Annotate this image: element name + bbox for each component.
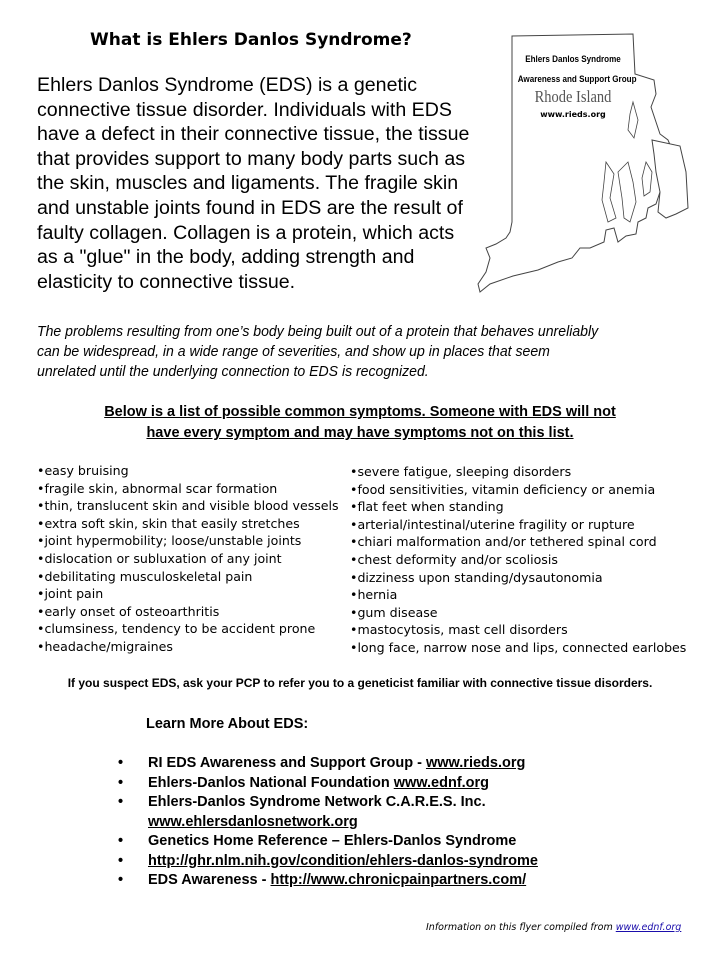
- intro-line: Ehlers Danlos Syndrome (EDS) is a genetic: [37, 74, 418, 96]
- suspect-advice: If you suspect EDS, ask your PCP to refer you to a geneticist familiar with connective tissue disorders.: [67, 676, 653, 690]
- intro-paragraph: [37, 73, 507, 294]
- symptom-item: • mastocytosis, mast cell disorders: [350, 621, 686, 639]
- intro-line: elasticity to connective tissue.: [37, 270, 296, 293]
- logo-line-1: Ehlers Danlos Syndrome: [525, 54, 621, 65]
- resource-label: Ehlers-Danlos Syndrome Network C.A.R.E.S. Inc.: [148, 794, 486, 810]
- symptom-item: • headache/migraines: [37, 638, 339, 656]
- symptoms-list-left: [37, 462, 339, 656]
- symptom-item: • extra soft skin, skin that easily stretches: [37, 515, 339, 533]
- symptom-item: • long face, narrow nose and lips, connected earlobes: [350, 639, 686, 657]
- intro-line: connective tissue disorder. Individuals with EDS: [37, 98, 452, 121]
- symptom-item: • debilitating musculoskeletal pain: [37, 568, 339, 586]
- logo-url: www.rieds.org: [540, 110, 606, 119]
- symptom-item: • joint hypermobility; loose/unstable joints: [37, 532, 339, 550]
- resource-link[interactable]: http://ghr.nlm.nih.gov/condition/ehlers-danlos-syndrome: [148, 852, 538, 869]
- resource-link[interactable]: http://www.chronicpainpartners.com/: [270, 872, 527, 888]
- intro-line: faulty collagen. Collagen is a protein, which acts: [37, 221, 455, 244]
- symptom-item: • clumsiness, tendency to be accident prone: [37, 620, 339, 638]
- footer-text: Information on this flyer compiled from: [426, 922, 616, 933]
- footer-credit: [426, 922, 681, 933]
- intro-line: have a defect in their connective tissue, the tissue: [37, 123, 470, 146]
- resource-label: EDS Awareness -: [148, 872, 271, 888]
- notice-line: have every symptom and may have symptoms not on this list.: [146, 425, 574, 441]
- learn-more-heading: Learn More About EDS:: [146, 716, 309, 732]
- intro-line: and unstable joints found in EDS are the result of: [37, 196, 463, 219]
- bullet-icon: •: [118, 794, 124, 810]
- italic-paragraph: [37, 322, 687, 382]
- resources-list: [118, 754, 618, 891]
- bullet-icon: •: [118, 833, 124, 849]
- bullet-icon: •: [118, 755, 124, 771]
- symptoms-list-right: [350, 463, 686, 657]
- symptom-item: • dizziness upon standing/dysautonomia: [350, 569, 686, 587]
- resource-label: Genetics Home Reference – Ehlers-Danlos Syndrome: [148, 833, 517, 849]
- resource-item: [118, 754, 618, 774]
- symptom-item: • easy bruising: [37, 462, 339, 480]
- symptom-item: • severe fatigue, sleeping disorders: [350, 463, 686, 481]
- symptom-item: • early onset of osteoarthritis: [37, 603, 339, 621]
- resource-link[interactable]: www.ednf.org: [393, 774, 490, 791]
- logo-line-2: Awareness and Support Group: [517, 74, 637, 85]
- notice-line: Below is a list of possible common symptoms. Someone with EDS will not: [104, 404, 616, 420]
- intro-line: as a "glue" in the body, adding strength and: [37, 246, 415, 269]
- resource-item: [118, 852, 618, 872]
- symptom-item: • gum disease: [350, 604, 686, 622]
- page-title: What is Ehlers Danlos Syndrome?: [90, 30, 412, 50]
- resource-item: [118, 832, 618, 852]
- symptom-item: • joint pain: [37, 585, 339, 603]
- intro-line: the skin, muscles and ligaments. The fragile skin: [37, 172, 459, 195]
- logo-line-3: Rhode Island: [534, 87, 612, 106]
- rhode-island-map-logo: [468, 22, 708, 307]
- symptom-item: • fragile skin, abnormal scar formation: [37, 480, 339, 498]
- resource-item: [118, 871, 618, 891]
- symptom-item: • dislocation or subluxation of any joint: [37, 550, 339, 568]
- resource-link[interactable]: www.ehlersdanlosnetwork.org: [148, 813, 358, 830]
- resource-item: [118, 793, 618, 813]
- symptom-item: • flat feet when standing: [350, 498, 686, 516]
- resource-item: [118, 774, 618, 794]
- resource-link[interactable]: www.rieds.org: [425, 755, 526, 771]
- symptoms-notice: [20, 402, 700, 444]
- symptom-item: • arterial/intestinal/uterine fragility or rupture: [350, 516, 686, 534]
- symptom-item: • hernia: [350, 586, 686, 604]
- symptom-item: • food sensitivities, vitamin deficiency or anemia: [350, 481, 686, 499]
- bullet-icon: •: [118, 774, 124, 791]
- footer-link[interactable]: www.ednf.org: [615, 922, 682, 933]
- resource-item-continuation: [118, 813, 618, 833]
- symptom-item: • chest deformity and/or scoliosis: [350, 551, 686, 569]
- intro-line: that provides support to many body parts such as: [37, 147, 466, 170]
- symptom-item: • chiari malformation and/or tethered spinal cord: [350, 533, 686, 551]
- resource-label: Ehlers-Danlos National Foundation: [148, 774, 394, 791]
- italic-line: The problems resulting from one’s body being built out of a protein that behaves unreliably: [37, 324, 599, 340]
- italic-line: unrelated until the underlying connection to EDS is recognized.: [37, 364, 429, 380]
- bullet-icon: •: [118, 872, 124, 888]
- bullet-icon: •: [118, 852, 124, 869]
- symptom-item: • thin, translucent skin and visible blood vessels: [37, 497, 339, 515]
- italic-line: can be widespread, in a wide range of severities, and show up in places that seem: [37, 344, 550, 360]
- resource-label: RI EDS Awareness and Support Group -: [148, 755, 426, 771]
